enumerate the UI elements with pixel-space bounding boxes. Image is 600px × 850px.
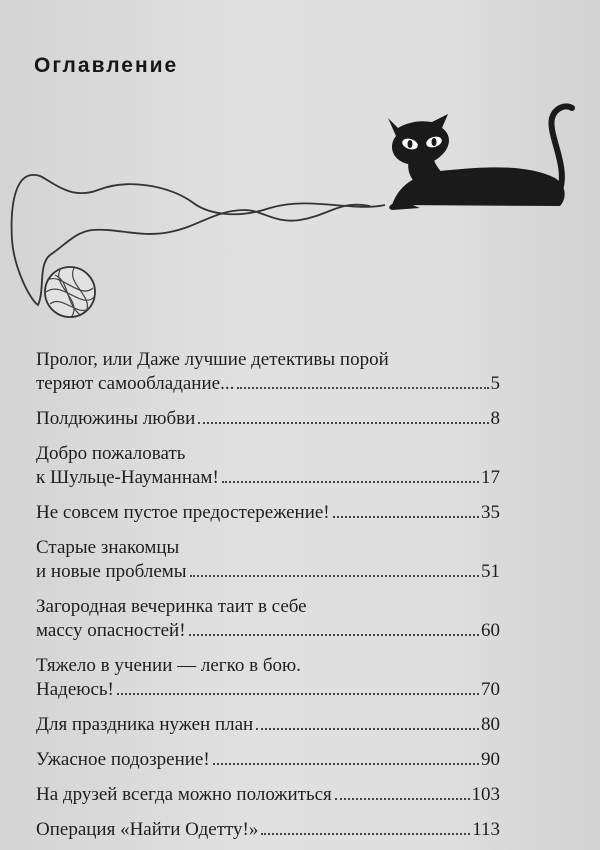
toc-entry-title-line: к Шульце-Науманнам! — [36, 467, 219, 488]
toc-entry[interactable] — [36, 348, 500, 396]
dot-leader — [117, 693, 479, 695]
toc-entry-title-line: Для праздника нужен план — [36, 714, 254, 735]
toc-entry[interactable] — [36, 536, 500, 584]
dot-leader — [189, 634, 479, 636]
toc-entry[interactable] — [36, 748, 500, 772]
toc-entry-title-line: Не совсем пустое предостережение! — [36, 502, 330, 523]
toc-page-number: 8 — [490, 408, 500, 429]
toc-entry-title-line: Добро пожаловать — [36, 443, 186, 464]
toc-entry-title-line: Старые знакомцы — [36, 537, 180, 558]
toc-page-number: 35 — [481, 502, 500, 523]
dot-leader — [261, 833, 470, 835]
toc-entry-title-line: Операция «Найти Одетту!» — [36, 819, 259, 840]
toc-page-number: 51 — [481, 561, 500, 582]
toc-page-number: 60 — [481, 620, 500, 641]
toc-page-number: 17 — [481, 467, 500, 488]
toc-page-number: 103 — [471, 784, 500, 805]
toc-entry-title-line: Загородная вечеринка таит в себе — [36, 596, 307, 617]
toc-entry-title-line: Надеюсь! — [36, 679, 114, 700]
toc-entry-title-line: массу опасностей! — [36, 620, 186, 641]
toc-entry-title-line: На друзей всегда можно положиться — [36, 784, 332, 805]
toc-entry[interactable] — [36, 713, 500, 737]
toc-entry-title-line: Полдюжины любви — [36, 408, 196, 429]
toc-entry[interactable] — [36, 501, 500, 525]
table-of-contents — [36, 348, 500, 850]
dot-leader — [333, 516, 479, 518]
dot-leader — [190, 575, 479, 577]
toc-entry-title-line: теряют самообладание... — [36, 373, 235, 394]
dot-leader — [213, 763, 479, 765]
toc-entry[interactable] — [36, 818, 500, 842]
toc-entry[interactable] — [36, 595, 500, 643]
toc-page-number: 113 — [472, 819, 500, 840]
cat-and-yarn-illustration — [0, 0, 600, 340]
toc-page-number: 70 — [481, 679, 500, 700]
toc-page-number: 80 — [481, 714, 500, 735]
toc-entry-title-line: и новые проблемы — [36, 561, 187, 582]
dot-leader — [222, 481, 479, 483]
dot-leader — [237, 387, 488, 389]
page-title: Оглавление — [34, 54, 179, 77]
toc-entry[interactable] — [36, 407, 500, 431]
toc-page-number: 90 — [481, 749, 500, 770]
cat-icon — [388, 106, 572, 210]
toc-entry[interactable] — [36, 654, 500, 702]
dot-leader — [198, 422, 488, 424]
toc-entry[interactable] — [36, 783, 500, 807]
toc-entry-title-line: Пролог, или Даже лучшие детективы порой — [36, 349, 389, 370]
dot-leader — [335, 798, 470, 800]
dot-leader — [256, 728, 479, 730]
yarn-ball-icon — [45, 267, 95, 317]
toc-entry-title-line: Тяжело в учении — легко в бою. — [36, 655, 301, 676]
toc-page-number: 5 — [490, 373, 500, 394]
toc-entry[interactable] — [36, 442, 500, 490]
toc-entry-title-line: Ужасное подозрение! — [36, 749, 210, 770]
